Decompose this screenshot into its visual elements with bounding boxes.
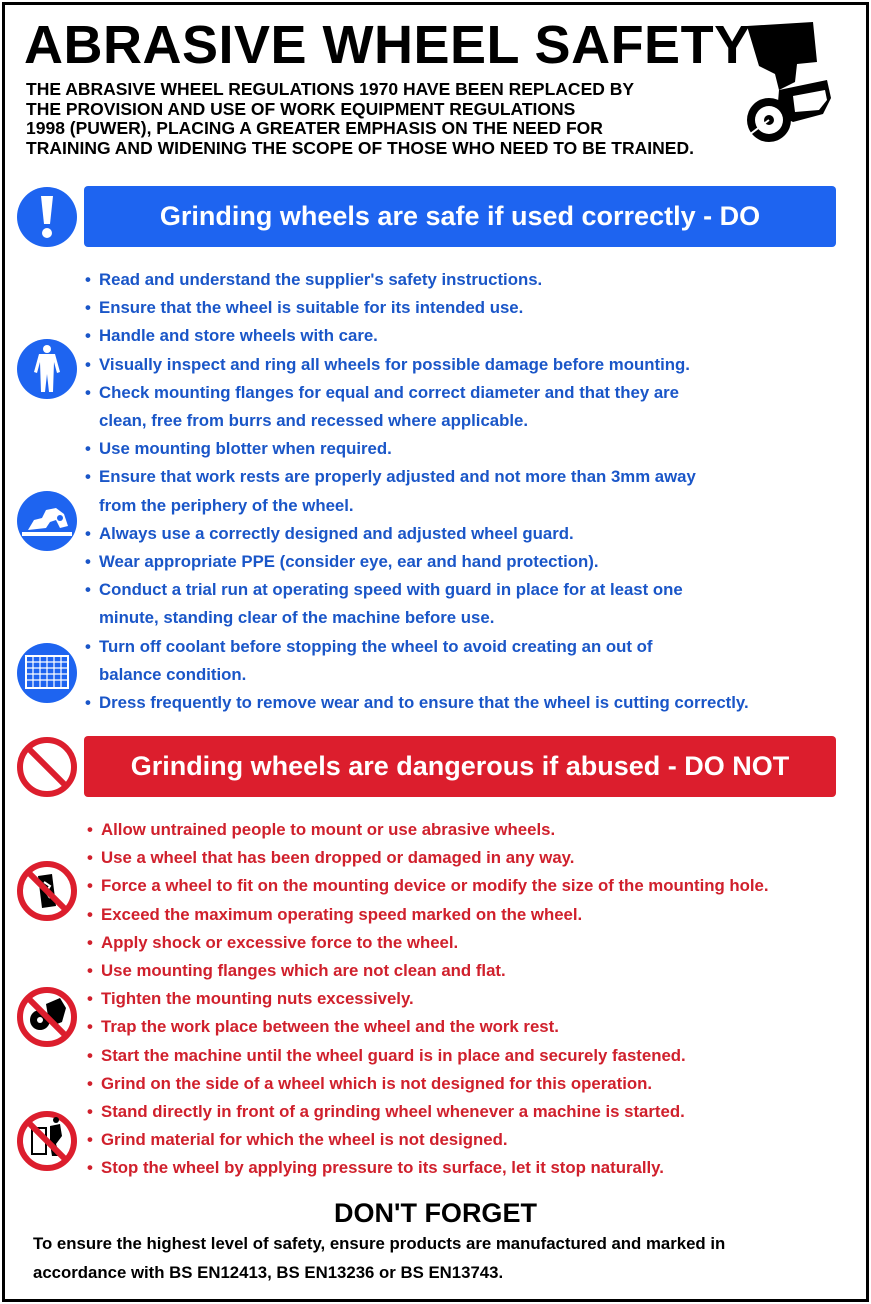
do-list-item: • Use mounting blotter when required. [84, 435, 854, 463]
intro-line: THE PROVISION AND USE OF WORK EQUIPMENT REGULATIONS [26, 98, 576, 119]
dont-list-item: • Allow untrained people to mount or use abrasive wheels. [86, 816, 866, 844]
dont-list-item: • Grind on the side of a wheel which is not designed for this operation. [86, 1070, 866, 1098]
do-section-heading: Grinding wheels are safe if used correctly - DO [84, 186, 836, 247]
do-list-item: • Handle and store wheels with care. [84, 322, 854, 350]
no-damaged-wheel-icon [16, 860, 78, 922]
prohibition-icon [16, 736, 78, 798]
dont-list-item: • Tighten the mounting nuts excessively. [86, 985, 866, 1013]
no-standing-in-front-icon [16, 1110, 78, 1172]
dont-list-item: • Exceed the maximum operating speed marked on the wheel. [86, 901, 866, 929]
do-list-item: • Wear appropriate PPE (consider eye, ear and hand protection). [84, 548, 854, 576]
dont-list-item: • Start the machine until the wheel guard is in place and securely fastened. [86, 1042, 866, 1070]
do-list-item: • Dress frequently to remove wear and to ensure that the wheel is cutting correctly. [84, 689, 854, 717]
reminder-heading: DON'T FORGET [334, 1198, 537, 1228]
intro-paragraph [26, 80, 816, 158]
exclamation-icon [16, 186, 78, 248]
do-list-item: • Check mounting flanges for equal and correct diameter and that they are clean, free from burrs and recessed where applicable. [84, 379, 854, 435]
do-list-item: • Read and understand the supplier's safety instructions. [84, 266, 854, 294]
dont-list-item: • Stop the wheel by applying pressure to its surface, let it stop naturally. [86, 1154, 866, 1182]
dont-list [86, 816, 866, 1183]
intro-line: 1998 (PUWER), PLACING A GREATER EMPHASIS ON THE NEED FOR [26, 118, 603, 138]
wheel-guard-icon [16, 490, 78, 552]
intro-line: TRAINING AND WIDENING THE SCOPE OF THOSE WHO NEED TO BE TRAINED. [26, 137, 694, 158]
reminder-text [33, 1230, 833, 1287]
dont-list-item: • Stand directly in front of a grinding wheel whenever a machine is started. [86, 1098, 866, 1126]
reminder-line: To ensure the highest level of safety, ensure products are manufactured and marked in [33, 1234, 726, 1253]
do-list [84, 266, 854, 717]
do-list-item: • Conduct a trial run at operating speed with guard in place for at least one minute, standing clear of the machine before use. [84, 576, 854, 632]
do-list-item: • Ensure that the wheel is suitable for its intended use. [84, 294, 854, 322]
do-list-item: • Ensure that work rests are properly adjusted and not more than 3mm away from the periphery of the wheel. [84, 463, 854, 519]
grid-screen-icon [16, 642, 78, 704]
dont-list-item: • Force a wheel to fit on the mounting device or modify the size of the mounting hole. [86, 872, 866, 900]
do-list-item: • Turn off coolant before stopping the wheel to avoid creating an out of balance condition. [84, 633, 854, 689]
protective-suit-icon [16, 338, 78, 400]
dont-section-heading: Grinding wheels are dangerous if abused - DO NOT [84, 736, 836, 797]
no-excessive-force-icon [16, 986, 78, 1048]
dont-list-item: • Grind material for which the wheel is not designed. [86, 1126, 866, 1154]
dont-list-item: • Trap the work place between the wheel and the work rest. [86, 1013, 866, 1041]
reminder-line: accordance with BS EN12413, BS EN13236 or BS EN13743. [33, 1262, 504, 1282]
do-list-item: • Always use a correctly designed and adjusted wheel guard. [84, 520, 854, 548]
do-list-item: • Visually inspect and ring all wheels for possible damage before mounting. [84, 351, 854, 379]
dont-list-item: • Use mounting flanges which are not clean and flat. [86, 957, 866, 985]
dont-list-item: • Use a wheel that has been dropped or damaged in any way. [86, 844, 866, 872]
intro-line: THE ABRASIVE WHEEL REGULATIONS 1970 HAVE BEEN REPLACED BY [26, 79, 635, 99]
sign-title: ABRASIVE WHEEL SAFETY [24, 15, 751, 75]
dont-list-item: • Apply shock or excessive force to the wheel. [86, 929, 866, 957]
